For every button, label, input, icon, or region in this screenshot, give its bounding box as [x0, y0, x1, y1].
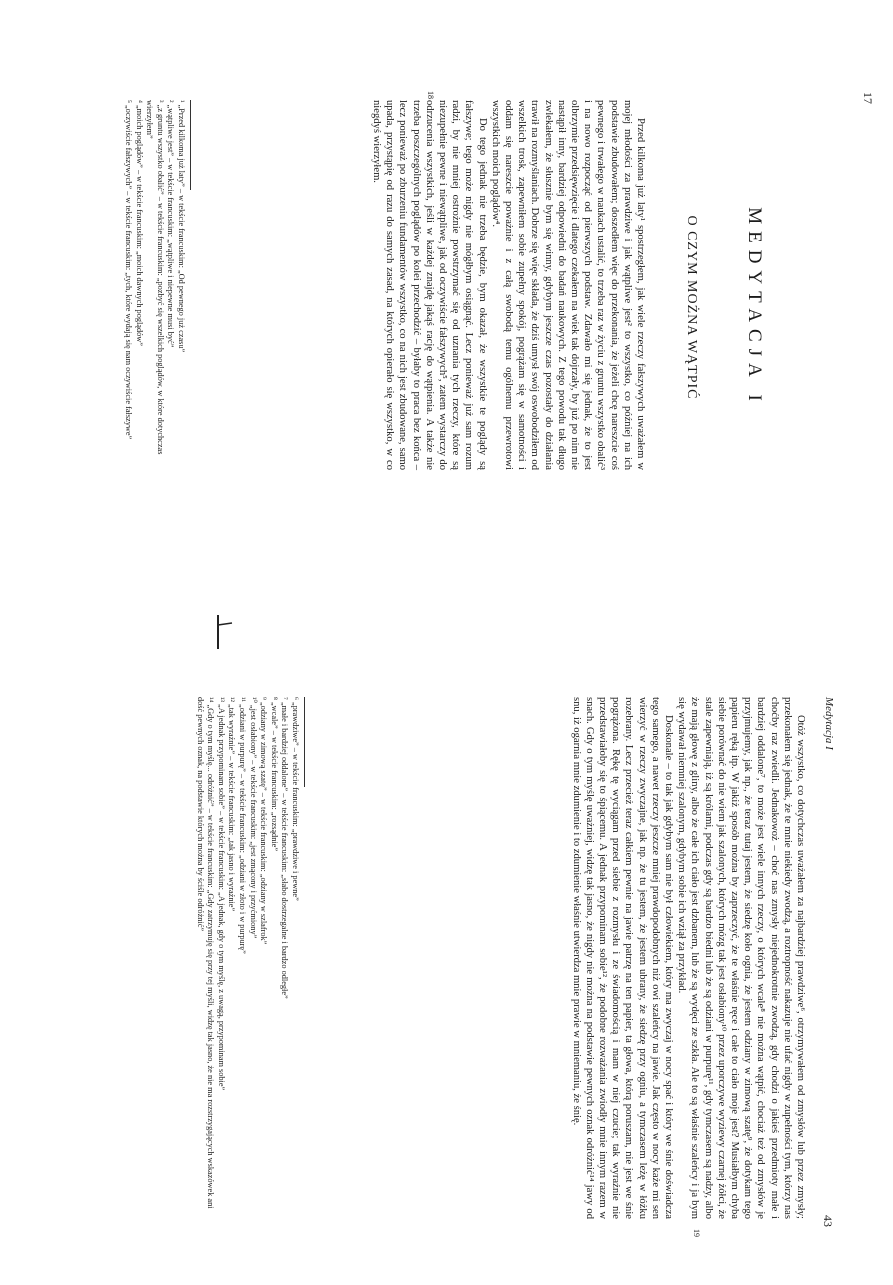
page-number: 43: [821, 1215, 835, 1227]
footnote: ⁷ „małe i bardziej oddalone” – w tekście francuskim: „słabo dostrzegalne i bardzo odległe”: [280, 697, 290, 999]
paragraph: Doskonale – to tak jak gdybym sam nie był człowiekiem, który ma zwyczaj w nocy spać i który we śnie doświadcza tego samego, a nawet rzeczy jeszcze mniej prawdopodobnych niż owi szaleńcy na jawie. Jak często w nocy każe mi sen wierzyć w rzeczy zwyczajne, jak np. że tu jestem, że jestem ubrany, że siedzę przy ogniu, a tymczasem leżę w łóżku rozebrany. Lecz przecież teraz całkiem pewnie na jawie patrzę na ten papier, ta głowa, którą poruszam, nie jest we śnie pogrążona. Rękę tę wyciągam przed siebie z rozmysłu i ze świadomością i mam w niej czucie; tak wyraźnie nie przedstawiałoby się to śpiącemu. A jednak przypominam sobie¹², że podobne rozważania zwiodły mnie innym razem w snach. Gdy o tym myślę uważniej, widzę tak jasno, że nigdy nie można na podstawie pewnych oznak odróżnić¹⁴ jawy od snu, iż ogarnia mnie zdumienie i to zdumienie właśnie utwierdza mnie prawie w mniemaniu, że śnię.: [570, 697, 674, 1219]
footnote: ¹ „Przed kilkoma już laty” – w tekście francuskim: „Od pewnego już czasu”: [177, 100, 186, 353]
chapter-subtitle: O CZYM MOŻNA WĄTPIĆ: [684, 215, 699, 400]
footnote: ¹² „tak wyraźnie” – w tekście francuskim: „tak jasno i wyraźnie”: [227, 697, 237, 912]
footnote: ⁵ „oczywiście fałszywych” – w tekście francuskim: „tych, które wydają się nam oczywiście fałszywe”: [124, 100, 134, 440]
margin-number: 19: [692, 1229, 701, 1237]
paragraph: Otóż wszystko, co dotychczas uważałem za najbardziej prawdziwe⁶, otrzymywałem od zmysłów lub przez zmysły; przekonałem się jednak, że te mnie niekiedy zwodzą, a roztropność nakazuje nie ufać nigdy w zupełności tym, którzy nas choćby raz zwiedli. Jednakowoż – choć nas zmysły niejednokrotnie zwodzą, gdy chodzi o jakieś przedmioty małe i bardziej oddalone⁷, to może jest wiele innych rzeczy, o których wcale⁸ nie można wątpić, chociaż też od zmysłów je przyjmujemy, jak np., że teraz tutaj jestem, że siedzę koło ognia, że jestem odziany w zimową szatę⁹, że dotykam tego papieru ręką itp. W jakiż sposób można by zaprzeczyć, że te właśnie ręce i całe to ciało moje jest? Musiałbym chyba siebie porównać do nie wiem jak szalonych, których mózg tak jest osłabiony¹⁰ przez uporczywe wyziewy czarnej żółci, że stale zapewniają, iż są królami, podczas gdy są bardzo biedni lub że są odziani w purpurę¹¹, gdy tymczasem są nadzy, albo że mają głowę z gliny, albo że całe ich ciało jest dzbanem, lub że są wydęci ze szkła. Ale to są właśnie szaleńcy i ja bym się wydawał niemniej szalonym, gdybym sobie ich wziął za przykład.: [676, 697, 806, 1219]
main-text: [370, 100, 647, 470]
footnote-rule: [190, 100, 191, 190]
footnote: ² „wątpliwe jest” – w tekście francuskim: „wątpliwe i niepewne musi być”: [166, 100, 176, 348]
footnote: ⁶ „prawdziwe” – w tekście francuskim: „prawdziwe i pewne”: [291, 697, 300, 901]
page-17: [0, 0, 893, 615]
footnote: ¹⁰ „jest osłabiony” – w tekście francuskim: „jest zmącony i przyćmiony”: [248, 697, 258, 939]
chapter-title: MEDYTACJA I: [744, 207, 765, 408]
main-text: [569, 697, 807, 1219]
margin-number: 18: [426, 91, 435, 99]
page-17-content: [0, 0, 893, 615]
footnotes: [122, 100, 191, 470]
running-head: Medytacja I: [823, 697, 835, 750]
paragraph: Przed kilkoma już laty¹ spostrzegłem, jak wiele rzeczy fałszywych uważałem w mojej młodości za prawdziwe i jak wątpliwe jest² to wszystko, co później na ich podstawie zbudowałem; doszedłem więc do przekonania, że jeżeli chcę nareszcie coś pewnego i trwałego w naukach ustalić, to trzeba raz w życiu z gruntu wszystko obalić³ i na nowo rozpocząć od pierwszych podstaw. Zdawało mi się jednak, że to jest olbrzymie przedsięwzięcie i dlatego czekałem na wiek tak dojrzały, by już po nim nie nastąpił inny, bardziej odpowiedni do badań naukowych. Z tego powodu tak długo zwlekałem, że słusznie bym się winny, gdybym jeszcze czas pozostały do działania trawił na rozmyślaniach. Dobrze się więc składa, że dziś umysł swój oswobodziłem od wszelkich trosk, zapewniłem sobie zupełny spokój, pogrążam się w samotności i oddam się nareszcie poważnie i z całą swobodą temu ogólnemu przewrotowi wszystkich moich poglądów⁴.: [489, 100, 646, 470]
footnotes: [194, 697, 305, 1219]
footnote: ⁴ „moich poglądów” – w tekście francuskim: „moich dawnych poglądów”: [134, 100, 144, 346]
page-43: [0, 645, 893, 1285]
footnote-rule: [304, 697, 305, 787]
footnote: ¹³ „A jednak przypominam sobie” – w tekście francuskim: „A jednak, gdy o tym myślę, z uwagą, przypominam sobie”: [216, 697, 226, 1091]
page-43-content: [0, 645, 893, 1285]
footnote: ⁸ „wcale” – w tekście francuskim: „rozsądnie”: [269, 697, 279, 852]
footnote: ³ „z gruntu wszystko obalić” – w tekście francuskim: „pozbyć się wszelkich poglądów, w które dotychczas wierzyłem”: [145, 100, 165, 455]
footnote: ⁹ „odziany w zimową szatę” – w tekście francuskim: „odziany w szlafrok”: [259, 697, 269, 945]
page-number: 17: [861, 92, 875, 104]
paragraph: Do tego jednak nie trzeba będzie, bym okazał, że wszystkie te poglądy są fałszywe; tego może nigdy nie mógłbym osiągnąć. Lecz ponieważ już sam rozum radzi, by nie mniej ostrożnie powstrzymać się od uznania tych rzeczy, które są niezupełnie pewne i niewątpliwe, jak od oczywiście fałszywych⁵, zatem wystarczy do odrzucenia wszystkich, jeśli w każdej znajdę jakąś rację do wątpienia. A także nie trzeba poszczególnych poglądów po kolei przechodzić – byłaby to praca bez końca – lecz ponieważ po zburzeniu fundamentów wszystko, co na nich jest zbudowane, samo upada, przystąpię od razu do samych zasad, na których opierało się wszystko, w co niegdyś wierzyłem.: [370, 100, 488, 470]
footnote: ¹⁴ „Gdy o tym myślę... odróżnić” – w tekście francuskim: „Gdy zatrzymuję się przy tej myśli, widzę tak jasno, że nie ma rozstrzygających wskazówek ani dość pewnych oznak, na podstawie których można by ściśle odróżnić”: [195, 697, 216, 1209]
footnote: ¹¹ „odziani w purpurę” – w tekście francuskim: „odziani w złoto i w purpurę”: [238, 697, 248, 954]
gutter-mark: [212, 615, 234, 649]
